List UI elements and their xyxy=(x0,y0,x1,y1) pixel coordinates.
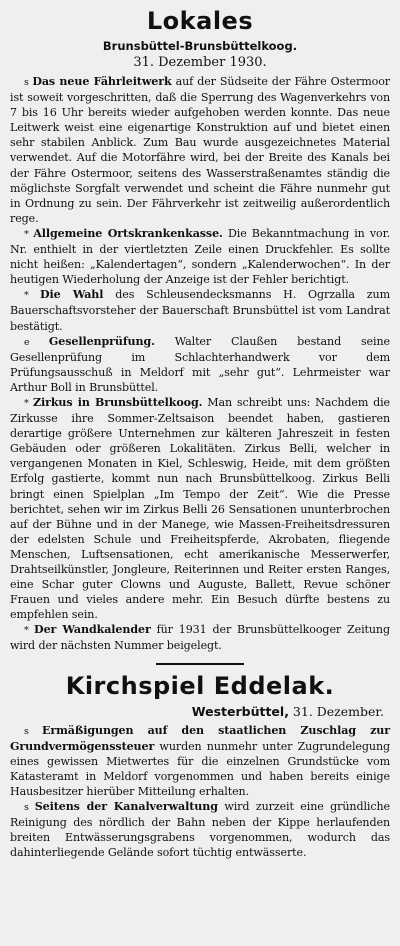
section-lokales xyxy=(10,6,390,654)
article-headline: Das neue Fährleitwerk xyxy=(32,75,172,88)
article-kanalverwaltung xyxy=(10,799,390,860)
section-title: Kirchspiel Eddelak. xyxy=(65,671,335,700)
article-mark: * xyxy=(24,290,41,302)
article-ermaessigungen xyxy=(10,723,390,799)
article-headline: Ermäßigungen auf den staatlichen Zuschlag zur Grundvermögenssteuer xyxy=(10,723,390,753)
article-mark: * xyxy=(24,228,34,240)
article-mark: s xyxy=(24,725,43,737)
article-wahl xyxy=(10,287,390,333)
article-body: wird zurzeit eine gründliche Reinigung des nördlich der Bahn neben der Kippe herlaufenden breiten Entwässerungsgrabens vorgenommen, wodurch das dahinterliegende Gelände sofort tüchtig entwässerte. xyxy=(10,800,390,860)
section-place: Brunsbüttel-Brunsbüttelkoog. xyxy=(102,39,298,53)
section-divider xyxy=(156,663,244,665)
article-body: Walter Claußen bestand seine Gesellenprüfung im Schlachterhandwerk vor dem Prüfungsausschuß in Meldorf mit „sehr gut“. Lehrmeister war Arthur Boll in Brunsbüttel. xyxy=(10,334,390,394)
article-mark: e xyxy=(24,336,49,348)
article-mark: * xyxy=(24,625,35,637)
article-zirkus xyxy=(10,395,390,622)
section-date: 31. Dezember 1930. xyxy=(133,55,267,70)
article-body: Die Bekanntmachung in vor. Nr. enthielt in der viertletzten Zeile einen Druckfehler. Es sollte nicht heißen: „Kalendertagen“, sondern „Kalenderwochen“. In der heutigen Wiederholung der Anzeige ist der Fehler berichtigt. xyxy=(10,226,390,287)
article-gesellenpruefung xyxy=(10,334,390,395)
article-headline: Die Wahl xyxy=(40,288,104,302)
article-mark: s xyxy=(24,802,35,814)
article-mark: * xyxy=(24,397,33,409)
article-headline: Allgemeine Ortskrankenkasse. xyxy=(33,226,223,240)
article-ortskrankenkasse xyxy=(10,226,390,287)
article-wandkalender xyxy=(10,622,390,653)
section-date: 31. Dezember. xyxy=(288,703,384,719)
section-place: Westerbüttel, xyxy=(191,703,289,719)
article-body: für 1931 der Brunsbüttelkooger Zeitung wird der nächsten Nummer beigelegt. xyxy=(10,623,390,653)
section-eddelak xyxy=(10,671,390,861)
article-faehrleitwerk xyxy=(10,74,390,226)
article-headline: Zirkus in Brunsbüttelkoog. xyxy=(32,395,203,409)
article-body: Man schreibt uns: Nachdem die Zirkusse ihre Sommer-Zeltsaison beendet haben, gastieren derartige größere Unternehmen zur kälteren Jahreszeit in festen Gebäuden oder größeren Lokalitäten. Zirkus Belli, welcher in vergangenen Monaten in Kiel, Schleswig, Heide, mit dem größten Erfolg gastierte, kommt nun nach Brunsbüttelkoog. Zirkus Belli bringt einen Spielplan „Im Tempo der Zeit“. Wie die Presse berichtet, sehen wir im Zirkus Belli 26 Sensationen ununterbrochen auf der Bühne und in der Manege, wie Massen-Freiheitsdressuren der edelsten Schule und Freiheitspferde, Akrobaten, fliegende Menschen, Luftsensationen, echt amerikanische Messerwerfer, Drahtseilkünstler, Jongleure, Reiterinnen und Reiter ersten Ranges, eine Schar guter Clowns und Auguste, Ballett, Revue schöner Frauen und vieles andere mehr. Ein Besuch dürfte bestens zu empfehlen sein. xyxy=(10,395,391,622)
article-headline: Seitens der Kanalverwaltung xyxy=(34,800,218,814)
article-body: des Schleusendecksmanns H. Ogrzalla zum Bauerschaftsvorsteher der Bauerschaft Brunsbüttel ist vom Landrat bestätigt. xyxy=(10,288,391,333)
section-title: Lokales xyxy=(146,7,254,35)
article-headline: Gesellenprüfung. xyxy=(48,334,155,348)
section-dateline xyxy=(10,703,384,720)
article-headline: Der Wandkalender xyxy=(34,623,151,637)
article-body: auf der Südseite der Fähre Ostermoor ist soweit vorgeschritten, daß die Sperrung des Wagenverkehrs von 7 bis 16 Uhr bereits wieder aufgehoben werden konnte. Das neue Leitwerk weist eine eigenartige Konstruktion auf und bietet einen sehr stabilen Anblick. Zum Bau wurde ausgezeichnetes Material verwendet. Auf die Motorfähre wird, bei der Breite des Kanals bei der Fähre Ostermoor, seitens des Wasserstraßenamtes ständig die möglichste Sorgfalt verwendet und scheint die Fähre nunmehr gut in Ordnung zu sein. Der Fährverkehr ist zeitweilig außerordentlich rege. xyxy=(10,75,391,225)
article-body: wurden nunmehr unter Zugrundelegung eines gewissen Mietwertes für die einzelnen Grundstücke vom Katasteramt in Meldorf vorgenommen und haben bereits einige Hausbesitzer hierüber Mitteilung erhalten. xyxy=(10,739,390,798)
article-mark: s xyxy=(24,77,33,88)
